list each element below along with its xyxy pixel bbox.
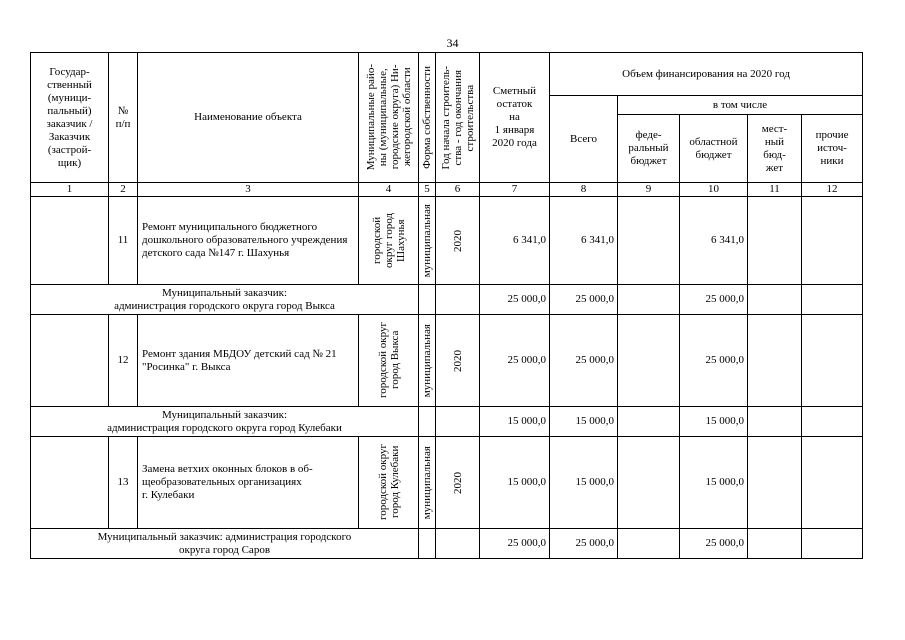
estimate-cell: 25 000,0 (480, 285, 550, 315)
summary-label: Муниципальный заказчик: администрация городского округа город Саров (31, 529, 419, 559)
col-number: 8 (550, 183, 618, 197)
header-including: в том числе (618, 96, 863, 115)
total-cell: 25 000,0 (550, 285, 618, 315)
regional-cell: 25 000,0 (680, 285, 748, 315)
header-total: Всего (550, 96, 618, 183)
object-name: Замена ветхих оконных блоков в об- щеобразовательных организациях г. Кулебаки (138, 437, 359, 529)
regional-cell: 15 000,0 (680, 407, 748, 437)
estimate-cell: 25 000,0 (480, 529, 550, 559)
total-cell: 6 341,0 (550, 197, 618, 285)
district-cell: городской округ город Кулебаки (359, 437, 419, 529)
table-row (31, 437, 863, 529)
page-number: 34 (446, 36, 459, 50)
regional-cell: 15 000,0 (680, 437, 748, 529)
ownership-cell: муниципальная (419, 437, 436, 529)
header-ownership: Форма собственности (419, 53, 436, 183)
ownership-cell: муниципальная (419, 197, 436, 285)
header-district: Муниципальные райо- ны (муниципальные, городские округа) Ни- жегородской области (359, 53, 419, 183)
year-cell: 2020 (436, 315, 480, 407)
col-number: 3 (138, 183, 359, 197)
object-name: Ремонт здания МБДОУ детский сад № 21 "Росинка" г. Выкса (138, 315, 359, 407)
header-years: Год начала строитель- ства - год окончания строительства (436, 53, 480, 183)
header-regional: областной бюджет (680, 115, 748, 183)
total-cell: 15 000,0 (550, 437, 618, 529)
col-number: 5 (419, 183, 436, 197)
header-num: № п/п (109, 53, 138, 183)
row-number: 11 (109, 197, 138, 285)
total-cell: 15 000,0 (550, 407, 618, 437)
estimate-cell: 6 341,0 (480, 197, 550, 285)
row-number: 12 (109, 315, 138, 407)
year-cell: 2020 (436, 197, 480, 285)
header-customer: Государ- ственный (муници- пальный) заказчик / Заказчик (застрой- щик) (31, 53, 109, 183)
col-number: 10 (680, 183, 748, 197)
ownership-cell: муниципальная (419, 315, 436, 407)
total-cell: 25 000,0 (550, 315, 618, 407)
regional-cell: 6 341,0 (680, 197, 748, 285)
row-number: 13 (109, 437, 138, 529)
object-name: Ремонт муниципального бюджетного дошкольного образовательного учреждения детского сада №147 г. Шахунья (138, 197, 359, 285)
header-federal: феде- ральный бюджет (618, 115, 680, 183)
column-numbers-row (31, 183, 863, 197)
financing-table (30, 52, 863, 559)
table-row (31, 315, 863, 407)
header-local: мест- ный бюд- жет (748, 115, 802, 183)
summary-row (31, 285, 863, 315)
total-cell: 25 000,0 (550, 529, 618, 559)
col-number: 9 (618, 183, 680, 197)
summary-row (31, 407, 863, 437)
table-row (31, 197, 863, 285)
summary-label: Муниципальный заказчик: администрация городского округа город Выкса (31, 285, 419, 315)
year-cell: 2020 (436, 437, 480, 529)
col-number: 7 (480, 183, 550, 197)
col-number: 12 (802, 183, 863, 197)
estimate-cell: 15 000,0 (480, 407, 550, 437)
header-financing: Объем финансирования на 2020 год (550, 53, 863, 96)
summary-label: Муниципальный заказчик: администрация городского округа город Кулебаки (31, 407, 419, 437)
regional-cell: 25 000,0 (680, 529, 748, 559)
col-number: 11 (748, 183, 802, 197)
district-cell: городской округ город Шахунья (359, 197, 419, 285)
header-object-name: Наименование объекта (138, 53, 359, 183)
col-number: 1 (31, 183, 109, 197)
regional-cell: 25 000,0 (680, 315, 748, 407)
col-number: 6 (436, 183, 480, 197)
estimate-cell: 25 000,0 (480, 315, 550, 407)
header-estimate: Сметный остаток на 1 января 2020 года (480, 53, 550, 183)
col-number: 2 (109, 183, 138, 197)
estimate-cell: 15 000,0 (480, 437, 550, 529)
summary-row (31, 529, 863, 559)
header-other: прочие источ- ники (802, 115, 863, 183)
col-number: 4 (359, 183, 419, 197)
district-cell: городской округ город Выкса (359, 315, 419, 407)
